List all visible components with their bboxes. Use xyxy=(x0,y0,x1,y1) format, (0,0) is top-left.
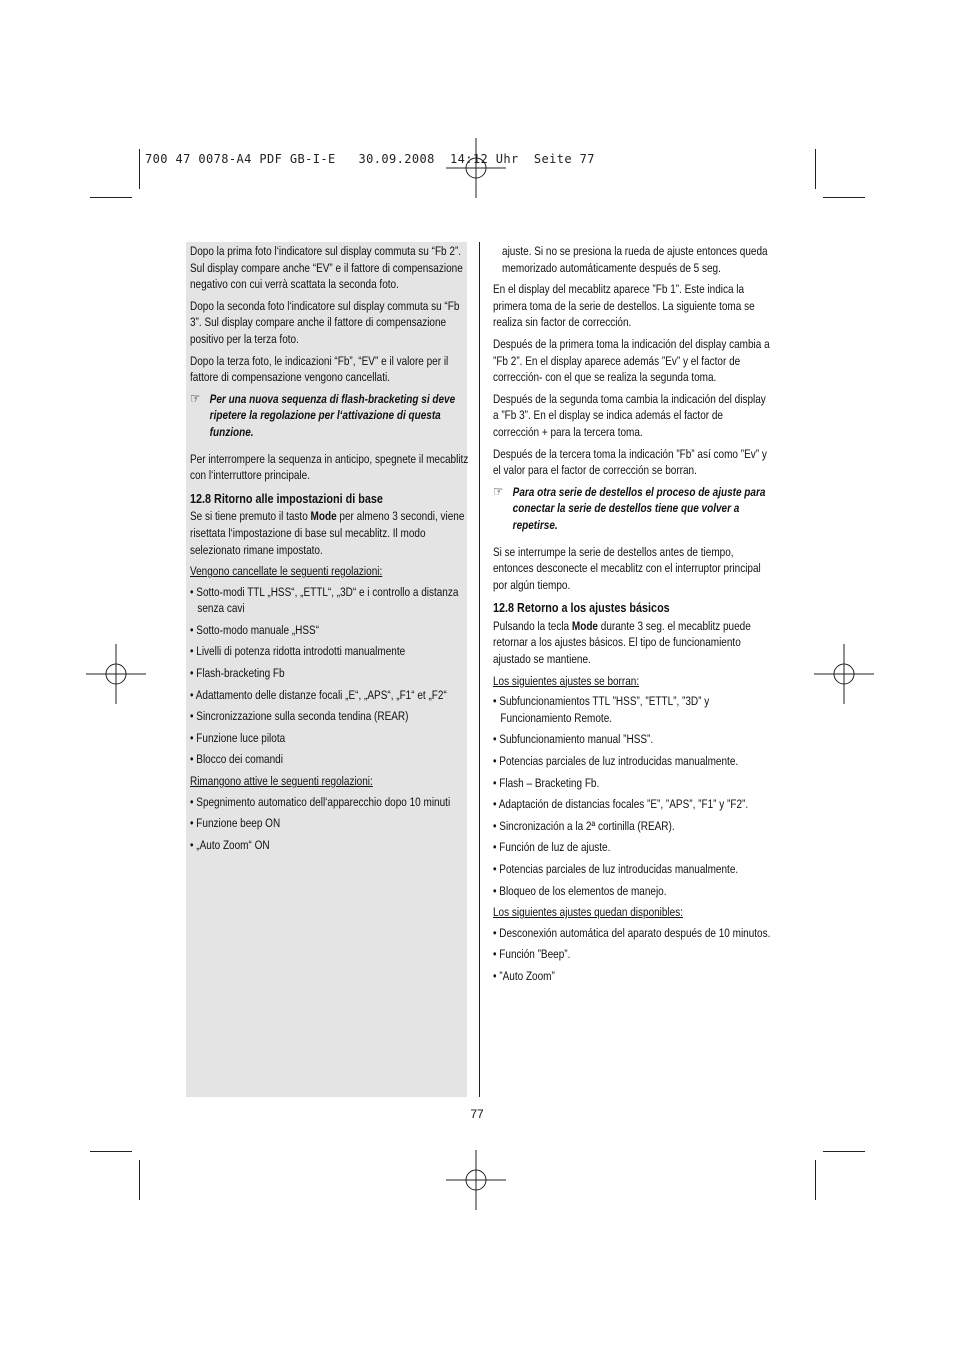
crop-mark xyxy=(139,149,140,189)
paragraph: Per interrompere la sequenza in anticipo, spegnete il mecablitz con l‘interruttore principale. xyxy=(190,451,469,483)
paragraph: Dopo la prima foto l‘indicatore sul display commuta su “Fb 2”. Sul display compare anche “EV” e il fattore di compensazione negativo con cui verrà scattata la seconda foto. xyxy=(190,244,463,292)
registration-mark-icon xyxy=(446,1150,506,1210)
list-item: • Sotto-modi TTL „HSS“, „ETTL“, „3D“ e i controllo a distanza senza cavi xyxy=(190,584,459,616)
list-item: • Subfuncionamiento manual ”HSS”. xyxy=(493,732,654,747)
registration-mark-icon xyxy=(86,644,146,704)
crop-mark xyxy=(139,1160,140,1200)
left-column xyxy=(190,243,469,858)
registration-mark-icon xyxy=(814,644,874,704)
note xyxy=(190,391,469,441)
list-item: • Spegnimento automatico dell‘apparecchio dopo 10 minuti xyxy=(190,794,451,809)
crop-mark xyxy=(823,197,865,198)
note-text: Para otra serie de destellos el proceso de ajuste para conectar la serie de destellos tiene que volver a repetirse. xyxy=(512,484,766,532)
registration-mark-icon xyxy=(446,138,506,198)
crop-mark xyxy=(90,1151,132,1152)
paragraph: En el display del mecablitz aparece ”Fb 1”. Este indica la primera toma de la serie de destellos. La siguiente toma se realiza sin factor de corrección. xyxy=(493,282,755,330)
list-item: • Sincronización a la 2ª cortinilla (REAR). xyxy=(493,818,675,833)
column-divider xyxy=(479,242,480,1097)
list-title: Los siguientes ajustes se borran: xyxy=(493,673,640,688)
list-item: • Flash – Bracketing Fb. xyxy=(493,775,600,790)
crop-mark xyxy=(815,149,816,189)
print-slug: 700 47 0078-A4 PDF GB-I-E 30.09.2008 14:12 Uhr Seite 77 xyxy=(145,152,595,166)
list-item: • Desconexión automática del aparato después de 10 minutos. xyxy=(493,925,771,940)
list-title: Rimangono attive le seguenti regolazioni: xyxy=(190,774,373,789)
mode-key-label: Mode xyxy=(571,618,598,633)
pointing-hand-icon: ☞ xyxy=(190,389,201,406)
note xyxy=(493,484,772,534)
list-item: • Potencias parciales de luz introducidas manualmente. xyxy=(493,862,739,876)
list-item: • Función de luz de ajuste. xyxy=(493,840,611,855)
list-item: • Flash-bracketing Fb xyxy=(190,666,285,681)
paragraph: Después de la tercera toma la indicación ”Fb” así como ”Ev” y el valor para el factor de corrección se borran. xyxy=(493,446,767,478)
list-item: • „Auto Zoom“ ON xyxy=(190,837,270,852)
list-item: • Funzione luce pilota xyxy=(190,730,286,745)
list-item: • Bloqueo de los elementos de manejo. xyxy=(493,883,667,898)
list-title: Los siguientes ajustes quedan disponibles: xyxy=(493,905,684,920)
paragraph: Pulsando la tecla Mode durante 3 seg. el mecablitz puede retornar a los ajustes básicos. El tipo de funcionamiento ajustado se mantiene. xyxy=(493,618,751,667)
section-heading: 12.8 Ritorno alle impostazioni di base xyxy=(190,490,383,506)
crop-mark xyxy=(823,1151,865,1152)
list-item: • Subfuncionamientos TTL ”HSS”, ”ETTL”, ”3D” y Funcionamiento Remote. xyxy=(493,694,710,725)
list-item: • Potencias parciales de luz introducidas manualmente. xyxy=(493,754,739,769)
note-text: Per una nuova sequenza di flash-bracketing si deve ripetere la regolazione per l‘attivazione di questa funzione. xyxy=(209,391,456,439)
paragraph: Dopo la terza foto, le indicazioni “Fb”, “EV” e il valore per il fattore di compensazione vengono cancellati. xyxy=(190,353,449,385)
list-title: Vengono cancellate le seguenti regolazioni: xyxy=(190,564,383,579)
list-item: • Livelli di potenza ridotta introdotti manualmente xyxy=(190,644,406,659)
paragraph: Dopo la seconda foto l‘indicatore sul display commuta su “Fb 3”. Sul display compare anche il fattore di compensazione positivo per la terza foto. xyxy=(190,298,460,346)
list-item: • Adaptación de distancias focales ”E”, ”APS”, ”F1” y ”F2”. xyxy=(493,797,749,812)
crop-mark xyxy=(90,197,132,198)
page-number: 77 xyxy=(470,1107,484,1121)
list-item: • Sotto-modo manuale „HSS“ xyxy=(190,622,320,637)
paragraph: Después de la primera toma la indicación del display cambia a ”Fb 2”. En el display aparece además ”Ev” y el factor de corrección- con el que se realiza la segunda toma. xyxy=(493,336,770,385)
right-column xyxy=(493,243,772,990)
mode-key-label: Mode xyxy=(310,509,337,524)
paragraph: Se si tiene premuto il tasto Mode per almeno 3 secondi, viene risettata l‘impostazione di base sul mecablitz. Il modo selezionato rimane impostato. xyxy=(190,509,465,557)
list-item: • Función ”Beep”. xyxy=(493,947,571,962)
pointing-hand-icon: ☞ xyxy=(493,482,504,499)
paragraph: Si se interrumpe la serie de destellos antes de tiempo, entonces desconecte el mecablitz con el interruptor principal por algún tiempo. xyxy=(493,544,761,592)
paragraph: ajuste. Si no se presiona la rueda de ajuste entonces queda memorizado automáticamente después de 5 seg. xyxy=(502,244,768,275)
list-item: • ”Auto Zoom” xyxy=(493,968,555,983)
paragraph: Después de la segunda toma cambia la indicación del display a ”Fb 3”. En el display se indica además el factor de corrección + para la tercera toma. xyxy=(493,391,766,439)
list-item: • Blocco dei comandi xyxy=(190,752,283,767)
section-heading: 12.8 Retorno a los ajustes básicos xyxy=(493,600,670,616)
list-item: • Funzione beep ON xyxy=(190,816,281,831)
crop-mark xyxy=(815,1160,816,1200)
list-item: • Sincronizzazione sulla seconda tendina (REAR) xyxy=(190,709,409,724)
list-item: • Adattamento delle distanze focali „E“, „APS“, „F1“ et „F2“ xyxy=(190,687,447,702)
